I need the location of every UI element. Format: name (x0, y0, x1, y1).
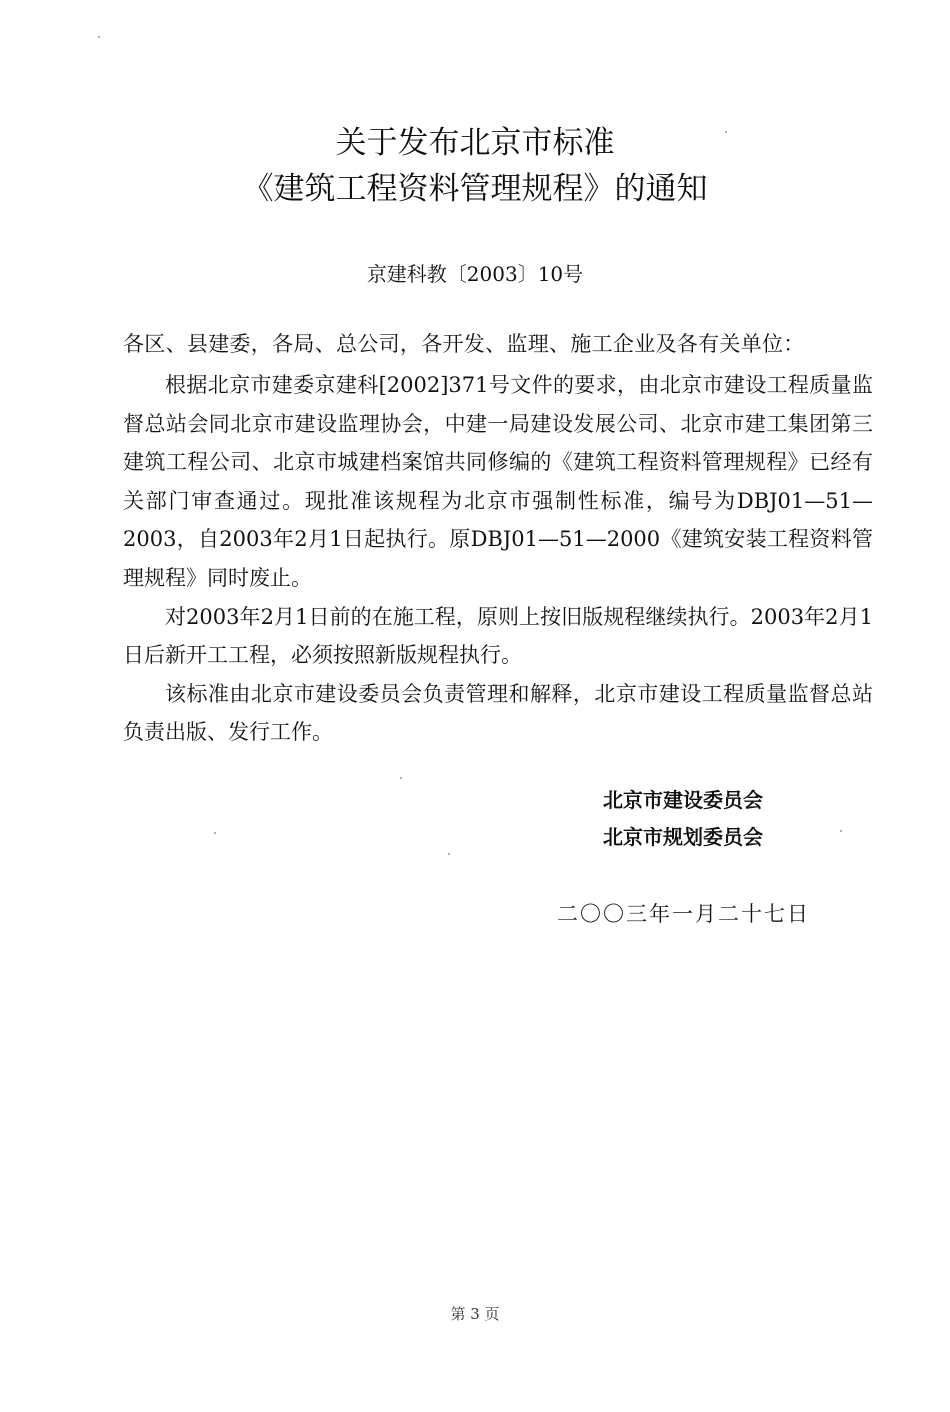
page-number: 第 3 页 (450, 1305, 500, 1323)
signatory-2: 北京市规划委员会 (603, 825, 763, 849)
scan-speck (400, 777, 402, 779)
paragraph-2: 对2003年2月1日前的在施工程，原则上按旧版规程继续执行。2003年2月1日后新开工工程，必须按照新版规程执行。 (123, 604, 873, 668)
scan-speck (98, 36, 100, 38)
document-number: 京建科教〔2003〕10号 (366, 262, 584, 286)
scan-speck (214, 832, 216, 834)
document-title-line-1: 关于发布北京市标准 (335, 125, 615, 161)
paragraph-3: 该标准由北京市建设委员会负责管理和解释，北京市建设工程质量监督总站负责出版、发行工作。 (123, 681, 873, 745)
scan-speck (448, 853, 450, 855)
document-title-line-2: 《建筑工程资料管理规程》的通知 (242, 171, 708, 207)
scan-speck (725, 131, 727, 133)
salutation: 各区、县建委，各局、总公司，各开发、监理、施工企业及各有关单位： (123, 332, 805, 356)
issue-date: 二〇〇三年一月二十七日 (557, 902, 810, 926)
scan-speck (840, 830, 842, 832)
signatures (603, 782, 763, 856)
paragraph-1: 根据北京市建委京建科[2002]371号文件的要求，由北京市建设工程质量监督总站会同北京市建设监理协会，中建一局建设发展公司、北京市建工集团第三建筑工程公司、北京市城建档案馆共同修编的《建筑工程资料管理规程》已经有关部门审查通过。现批准该规程为北京市强制性标准，编号为DBJ01—51—2003，自2003年2月1日起执行。原DBJ01—51—2000《建筑安装工程资料管理规程》同时废止。 (123, 373, 873, 590)
body-text (123, 366, 873, 752)
signatory-1: 北京市建设委员会 (603, 788, 763, 812)
